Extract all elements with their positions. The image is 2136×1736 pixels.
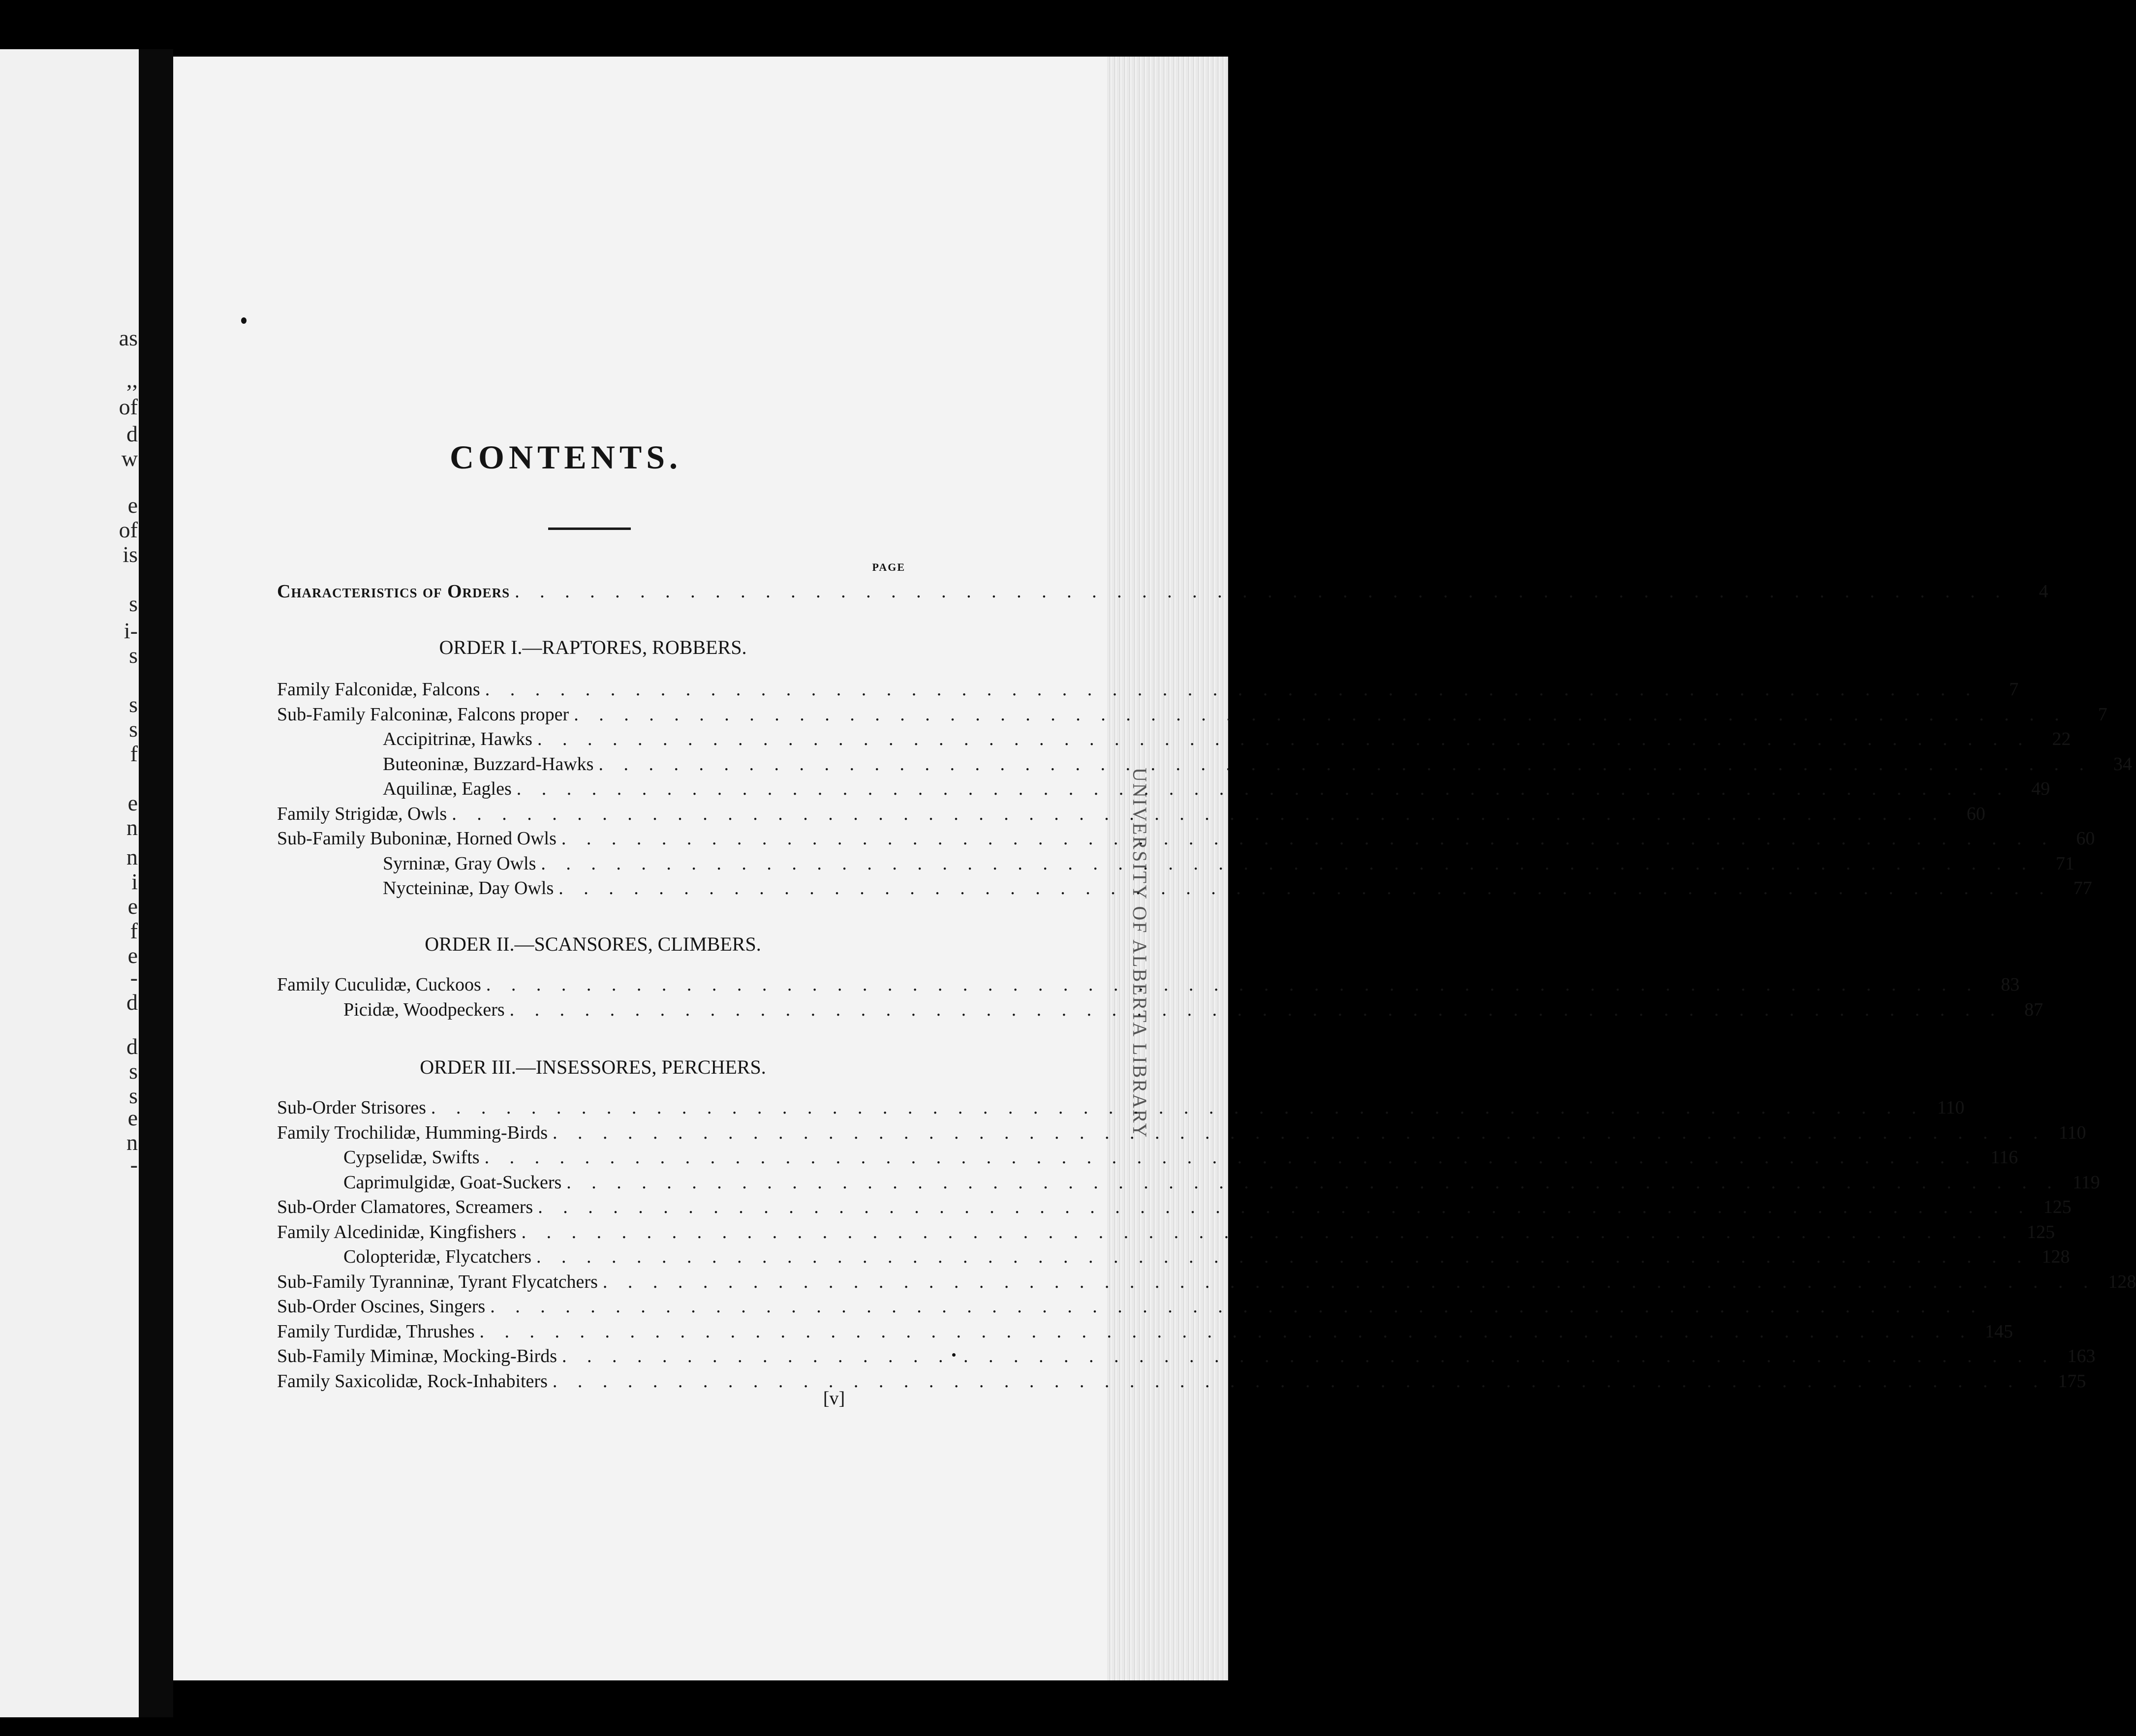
dot-leader: . . . . . . . . . . . . . . . . . . . . . . . . . . . . . . . . . . . . . . . . . . . . . . . . . . . . . . . . . . . .: [558, 878, 2052, 899]
facing-page-fragment: s: [129, 1083, 138, 1108]
dot-leader: . . . . . . . . . . . . . . . . . . . . . . . . . . . . . . . . . . . . . . . . . . . . . . . . . . . . . . . . . . . .: [541, 853, 2034, 874]
entry-page-number: 128: [2108, 1271, 2136, 1292]
entry-page-number: 4: [2039, 581, 2048, 602]
facing-page-fragment: n: [126, 1130, 138, 1155]
entry-label: Nycteininæ, Day Owls: [383, 878, 554, 899]
toc-entry: [277, 1293, 1983, 1320]
entry-page-number: 34: [2113, 753, 2132, 775]
entry-label: Buteoninæ, Buzzard-Hawks: [383, 753, 594, 775]
toc-entry: [277, 701, 2107, 728]
toc-entry: [277, 1119, 2086, 1146]
entry-label: Family Turdidæ, Thrushes: [277, 1321, 475, 1342]
entry-label: Cypselidæ, Swifts: [343, 1147, 480, 1168]
dot-leader: . . . . . . . . . . . . . . . . . . . . . . . . . . . . . . . . . . . . . . . . . . . . . . . . . . . . . . . . . . . .: [485, 679, 1979, 700]
entry-label: Caprimulgidæ, Goat-Suckers: [343, 1172, 562, 1193]
facing-page-fragment: e: [127, 790, 138, 815]
entry-page-number: 145: [1985, 1321, 2013, 1342]
facing-page-fragment: i-: [124, 618, 138, 643]
toc-entry: [343, 996, 2043, 1023]
toc-entry: [277, 1343, 2096, 1369]
facing-page-fragment: n: [126, 844, 138, 869]
front-matter-entry: [277, 578, 2048, 605]
facing-page-fragment: e: [127, 1105, 138, 1130]
facing-page-fragment: s: [129, 716, 138, 742]
dot-leader: . . . . . . . . . . . . . . . . . . . . . . . . . . . . . . . . . . . . . . . . . . . . . . . . . . . . . . . . . . . .: [602, 1271, 2096, 1292]
entry-page-number: 22: [2052, 729, 2071, 749]
entry-label: Sub-Order Oscines, Singers: [277, 1296, 486, 1317]
facing-page-fragment: n: [126, 815, 138, 840]
facing-page-fragment: s: [129, 643, 138, 668]
entry-label: Sub-Order Strisores: [277, 1097, 426, 1118]
entry-page-number: 49: [2031, 778, 2050, 799]
facing-page-fragment: e: [127, 493, 138, 518]
entry-label: Family Cuculidæ, Cuckoos: [277, 974, 481, 995]
entry-page-number: 175: [2058, 1370, 2086, 1392]
dot-leader: . . . . . . . . . . . . . . . . . . . . . . . . . . . . . . . . . . . . . . . . . . . . . . . . . . . . . . . . . . . .: [552, 1370, 2046, 1392]
entry-page-number: 83: [2001, 974, 2020, 995]
facing-page-fragment: ,,: [126, 367, 138, 392]
facing-page-fragment: s: [129, 692, 138, 717]
entry-page-number: 60: [2076, 828, 2095, 849]
toc-entry: [277, 676, 2019, 703]
order-heading: ORDER II.—SCANSORES, CLIMBERS.: [425, 933, 761, 955]
dot-leader: . . . . . . . . . . . . . . . . . . . . . . . . . . . . . . . . . . . . . . . . . . . . . . . . . . . . . . . . . . . .: [516, 778, 2010, 799]
dot-leader: . . . . . . . . . . . . . . . . . . . . . . . . . . . . . . . . . . . . . . . . . . . . . . . . . . . . . . . . . . . .: [486, 974, 1980, 995]
entry-label: Sub-Family Buboninæ, Horned Owls: [277, 828, 557, 849]
dot-leader: . . . . . . . . . . . . . . . . . . . . . . . . . . . . . . . . . . . . . . . . . . . . . . . . . . . . . . . . . . . .: [484, 1147, 1978, 1168]
dot-leader: . . . . . . . . . . . . . . . . . . . . . . . . . . . . . . . . . . . . . . . . . . . . . . . . . . . . . . . . . . . .: [561, 828, 2055, 849]
toc-entry: [383, 850, 2074, 877]
facing-page-fragment: of: [119, 517, 138, 542]
entry-label: Family Alcedinidæ, Kingfishers: [277, 1221, 517, 1242]
dot-leader: . . . . . . . . . . . . . . . . . . . . . . . . . . . . . . . . . . . . . . . . . . . . . . . . . . . . . . . . . . . .: [515, 581, 2008, 602]
entry-page-number: 7: [2009, 679, 2019, 700]
entry-label: Sub-Family Falconinæ, Falcons proper: [277, 704, 569, 725]
toc-entry: [383, 726, 2071, 752]
entry-label: Family Strigidæ, Owls: [277, 803, 447, 824]
dot-leader: . . . . . . . . . . . . . . . . . . . . . . . . . . . . . . . . . . . . . . . . . . . . . . . . . . . . . . . . . . . .: [490, 1296, 1983, 1317]
entry-label: Sub-Family Tyranninæ, Tyrant Flycatchers: [277, 1271, 598, 1292]
toc-entry: [277, 1318, 2013, 1345]
entry-page-number: 119: [2073, 1172, 2100, 1193]
dot-leader: . . . . . . . . . . . . . . . . . . . . . . . . . . . . . . . . . . . . . . . . . . . . . . . . . . . . . . . . . . . .: [431, 1097, 1924, 1118]
dot-leader: . . . . . . . . . . . . . . . . . . . . . . . . . . . . . . . . . . . . . . . . . . . . . . . . . . . . . . . . . . . .: [479, 1321, 1973, 1342]
toc-entry: [277, 1094, 1965, 1121]
entry-page-number: 110: [2058, 1122, 2086, 1143]
facing-page-fragment: s: [129, 1058, 138, 1084]
page-folio: [v]: [823, 1388, 845, 1409]
dot-leader: . . . . . . . . . . . . . . . . . . . . . . . . . . . . . . . . . . . . . . . . . . . . . . . . . . . . . . . . . . . .: [521, 1221, 2015, 1242]
order-heading: ORDER III.—INSESSORES, PERCHERS.: [420, 1056, 766, 1078]
toc-entry: [343, 1169, 2100, 1196]
facing-page-fragment: as: [119, 325, 138, 350]
entry-page-number: 125: [2027, 1221, 2055, 1242]
entry-page-number: 128: [2042, 1246, 2070, 1267]
entry-label: Accipitrinæ, Hawks: [383, 729, 532, 749]
entry-page-number: 125: [2043, 1197, 2072, 1217]
toc-entry: [277, 1194, 2072, 1220]
facing-page-fragment: of: [119, 394, 138, 419]
toc-entry: [277, 1368, 2086, 1395]
dot-leader: . . . . . . . . . . . . . . . . . . . . . . . . . . . . . . . . . . . . . . . . . . . . . . . . . . . . . . . . . . . .: [598, 753, 2092, 775]
toc-entry: [277, 825, 2095, 852]
entry-page-number: 87: [2024, 999, 2043, 1020]
ink-speck: [241, 317, 247, 324]
page-title: CONTENTS.: [449, 438, 682, 476]
toc-entry: [343, 1243, 2070, 1270]
dot-leader: . . . . . . . . . . . . . . . . . . . . . . . . . . . . . . . . . . . . . . . . . . . . . . . . . . . . . . . . . . . .: [452, 803, 1945, 824]
facing-page-fragment: f: [130, 918, 138, 943]
entry-page-number: 163: [2067, 1346, 2096, 1366]
dot-leader: . . . . . . . . . . . . . . . . . . . . . . . . . . . . . . . . . . . . . . . . . . . . . . . . . . . . . . . . . . . .: [538, 1197, 2031, 1217]
facing-page-fragment: s: [129, 591, 138, 616]
facing-page-fragment: -: [130, 1152, 138, 1177]
dot-leader: . . . . . . . . . . . . . . . . . . . . . . . . . . . . . . . . . . . . . . . . . . . . . . . . . . . . . . . . . . . .: [566, 1172, 2060, 1193]
toc-entry: [277, 971, 2020, 998]
order-heading: ORDER I.—RAPTORES, ROBBERS.: [439, 636, 747, 658]
entry-label: Characteristics of Orders: [277, 581, 510, 602]
toc-entry: [383, 751, 2132, 777]
dot-leader: . . . . . . . . . . . . . . . . . . . . . . . . . . . . . . . . . . . . . . . . . . . . . . . . . . . . . . . . . . . .: [561, 1346, 2055, 1366]
dot-leader: . . . . . . . . . . . . . . . . . . . . . . . . . . . . . . . . . . . . . . . . . . . . . . . . . . . . . . . . . . . .: [553, 1122, 2046, 1143]
entry-label: Family Trochilidæ, Humming-Birds: [277, 1122, 548, 1143]
entry-page-number: 116: [1990, 1147, 2018, 1168]
toc-entry: [383, 775, 2050, 802]
facing-page-fragment: d: [126, 990, 138, 1015]
toc-entry: [383, 875, 2092, 901]
entry-page-number: 77: [2073, 878, 2092, 899]
entry-page-number: 71: [2055, 853, 2074, 874]
entry-page-number: 60: [1966, 803, 1985, 824]
facing-page-fragment: is: [123, 542, 138, 567]
entry-label: Colopteridæ, Flycatchers: [343, 1246, 532, 1267]
toc-entry: [343, 1144, 2018, 1171]
facing-page-fragment: e: [127, 894, 138, 919]
toc-entry: [277, 1219, 2055, 1245]
toc-entry: [277, 1269, 2136, 1295]
entry-page-number: 110: [1937, 1097, 1965, 1118]
dot-leader: . . . . . . . . . . . . . . . . . . . . . . . . . . . . . . . . . . . . . . . . . . . . . . . . . . . . . . . . . . . .: [574, 704, 2067, 725]
entry-page-number: 7: [2098, 704, 2107, 725]
facing-page-fragment: d: [126, 1034, 138, 1059]
entry-label: Aquilinæ, Eagles: [383, 778, 512, 799]
toc-entry: [277, 801, 1985, 827]
entry-label: Family Saxicolidæ, Rock-Inhabiters: [277, 1370, 548, 1392]
facing-page-fragment: f: [130, 741, 138, 766]
facing-page-fragment: d: [126, 421, 138, 446]
page-column-label: PAGE: [872, 561, 905, 573]
facing-page-fragment: -: [130, 965, 138, 990]
facing-page-fragment: i: [131, 869, 138, 894]
dot-leader: . . . . . . . . . . . . . . . . . . . . . . . . . . . . . . . . . . . . . . . . . . . . . . . . . . . . . . . . . . . .: [509, 999, 2003, 1020]
facing-page-fragment: e: [127, 943, 138, 968]
title-rule: [548, 527, 631, 530]
library-edge-stamp: UNIVERSITY OF ALBERTA LIBRARY: [1129, 768, 1151, 1139]
book-gutter: [139, 49, 173, 1717]
entry-label: Sub-Family Miminæ, Mocking-Birds: [277, 1346, 557, 1366]
entry-label: Picidæ, Woodpeckers: [343, 999, 505, 1020]
dot-leader: . . . . . . . . . . . . . . . . . . . . . . . . . . . . . . . . . . . . . . . . . . . . . . . . . . . . . . . . . . . .: [536, 1246, 2030, 1267]
entry-label: Syrninæ, Gray Owls: [383, 853, 536, 874]
dot-leader: . . . . . . . . . . . . . . . . . . . . . . . . . . . . . . . . . . . . . . . . . . . . . . . . . . . . . . . . . . . .: [537, 729, 2031, 749]
facing-page-fragment: w: [121, 446, 138, 471]
entry-label: Family Falconidæ, Falcons: [277, 679, 480, 700]
entry-label: Sub-Order Clamatores, Screamers: [277, 1197, 533, 1217]
